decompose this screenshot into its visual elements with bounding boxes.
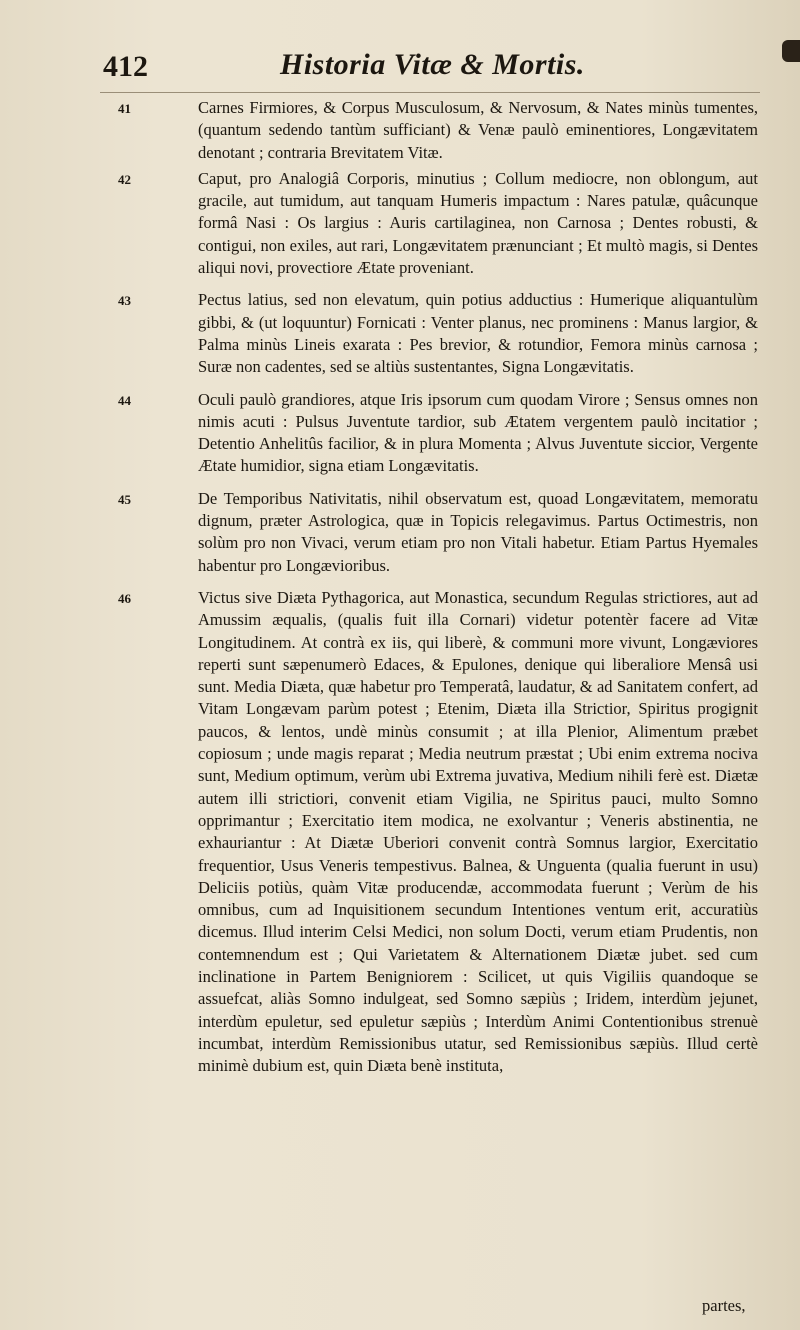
paragraph-text: Pectus latius, sed non elevatum, quin potius adductius : Humerique aliquantulùm gibbi, & (ut loquuntur) Fornicati : Venter planus, nec prominens : Manus largior, & Palma minùs Lineis exarata : Pes brevior, & rotundior, Femora minùs carnosa ; Suræ non cadentes, sed se altiùs sustentantes, Signa Longævitatis.	[198, 290, 758, 377]
paragraph-text: De Temporibus Nativitatis, nihil observatum est, quoad Longævitatem, memoratu dignum, præter Astrologica, quæ in Topicis relegavimus. Partus Octimestris, non solùm pro non Vivaci, verum etiam pro non Vitali habetur. Etiam Partus Hyemales habentur pro Longævioribus.	[198, 488, 758, 575]
running-title: Historia Vitæ & Mortis.	[280, 48, 585, 81]
paragraph-text: Carnes Firmiores, & Corpus Musculosum, & Nervosum, & Nates minùs tumentes,(quantum sedendo tantùm sufficiant) & Venæ paulò eminentiores, Longævitatem denotant ; contraria Brevitatem Vitæ.	[198, 98, 758, 162]
paragraph-44	[118, 389, 758, 478]
marginal-number: 43	[118, 293, 131, 309]
marginal-number: 44	[118, 392, 131, 408]
paragraph-41	[118, 97, 758, 164]
header-rule	[100, 92, 760, 93]
page-edge-mark	[782, 40, 800, 62]
catchword: partes,	[702, 1296, 746, 1315]
marginal-number: 45	[118, 491, 131, 507]
marginal-number: 46	[118, 590, 131, 606]
paragraph-45	[118, 488, 758, 577]
paragraph-42	[118, 168, 758, 279]
paragraph-43	[118, 289, 758, 378]
body-text	[118, 97, 758, 1077]
paragraph-text: Victus sive Diæta Pythagorica, aut Monastica, secundum Regulas strictiores, aut ad Amussim æqualis, (qualis fuit illa Cornari) videtur potentèr facere ad Vitæ Longitudinem. At contrà ex iis, qui liberè, & communi more vivunt, Longæviores reperti sunt sæpenumerò Edaces, & Epulones, denique qui liberaliore Mensâ usi sunt. Media Diæta, quæ habetur pro Temperatâ, laudatur, & ad Sanitatem confert, ad Vitam Longævam parùm potest ; Etenim, Diæta illa Strictior, Spiritus progignit paucos, & lentos, undè minùs consumit ; at illa Plenior, Alimentum præbet copiosum ; unde magis reparat ; Media neutrum præstat ; Ubi enim extrema nociva sunt, Medium optimum, verùm ubi Extrema juvativa, Medium nihili ferè est. Diætæ autem illi strictiori, convenit etiam Vigilia, ne Spiritus pauci, multo Somno opprimantur ; Exercitatio item modica, ne exolvantur ; Veneris abstinentia, ne exhauriantur : At Diætæ Uberiori convenit contrà Somnus largior, Exercitatio frequentior, Usus Veneris tempestivus. Balnea, & Unguenta (qualia fuerunt in usu) Deliciis potiùs, quàm Vitæ producendæ, accommodata fuerunt ; Verùm de his omnibus, cum ad Inquisitionem secundum Intentiones ventum erit, accuratiùs dicemus. Illud interim Celsi Medici, non solum Docti, verum etiam Prudentis, non contemnendum est ; Qui Varietatem & Alternationem Diætæ jubet. sed cum inclinatione in Partem Benigniorem : Scilicet, ut quis Vigiliis quandoque se assuefcat, aliàs Somno indulgeat, sed Somno sæpiùs ; Iridem, interdùm jejunet, interdùm epuletur, sed epuletur sæpiùs ; Interdùm Animi Contentionibus strenuè incumbat, interdùm Remissionibus utatur, sed Remissionibus sæpiùs. Illud certè minimè dubium est, quin Diæta benè instituta,	[198, 587, 758, 1076]
page-number: 412	[103, 50, 148, 83]
marginal-number: 42	[118, 171, 131, 187]
paragraph-text: Caput, pro Analogiâ Corporis, minutius ; Collum mediocre, non oblongum, aut gracile, aut tumidum, aut tanquam Humeris impactum : Nares patulæ, quâcunque formâ Nasi : Os largius : Auris cartilaginea, non Carnosa ; Dentes robusti, & contigui, non exiles, aut rari, Longævitatem prænunciant ; Et multò magis, si Dentes aliqui novi, provectiore Ætate proveniant.	[198, 168, 758, 278]
paragraph-46	[118, 587, 758, 1078]
marginal-number: 41	[118, 101, 131, 116]
paragraph-text: Oculi paulò grandiores, atque Iris ipsorum cum quodam Virore ; Sensus omnes non nimis acuti : Pulsus Juventute tardior, sub Ætatem vergentem paulò incitatior ; Detentio Anhelitûs facilior, & in plura Momenta ; Alvus Juventute siccior, Vergente Ætate humidior, signa etiam Longævitatis.	[198, 389, 758, 476]
